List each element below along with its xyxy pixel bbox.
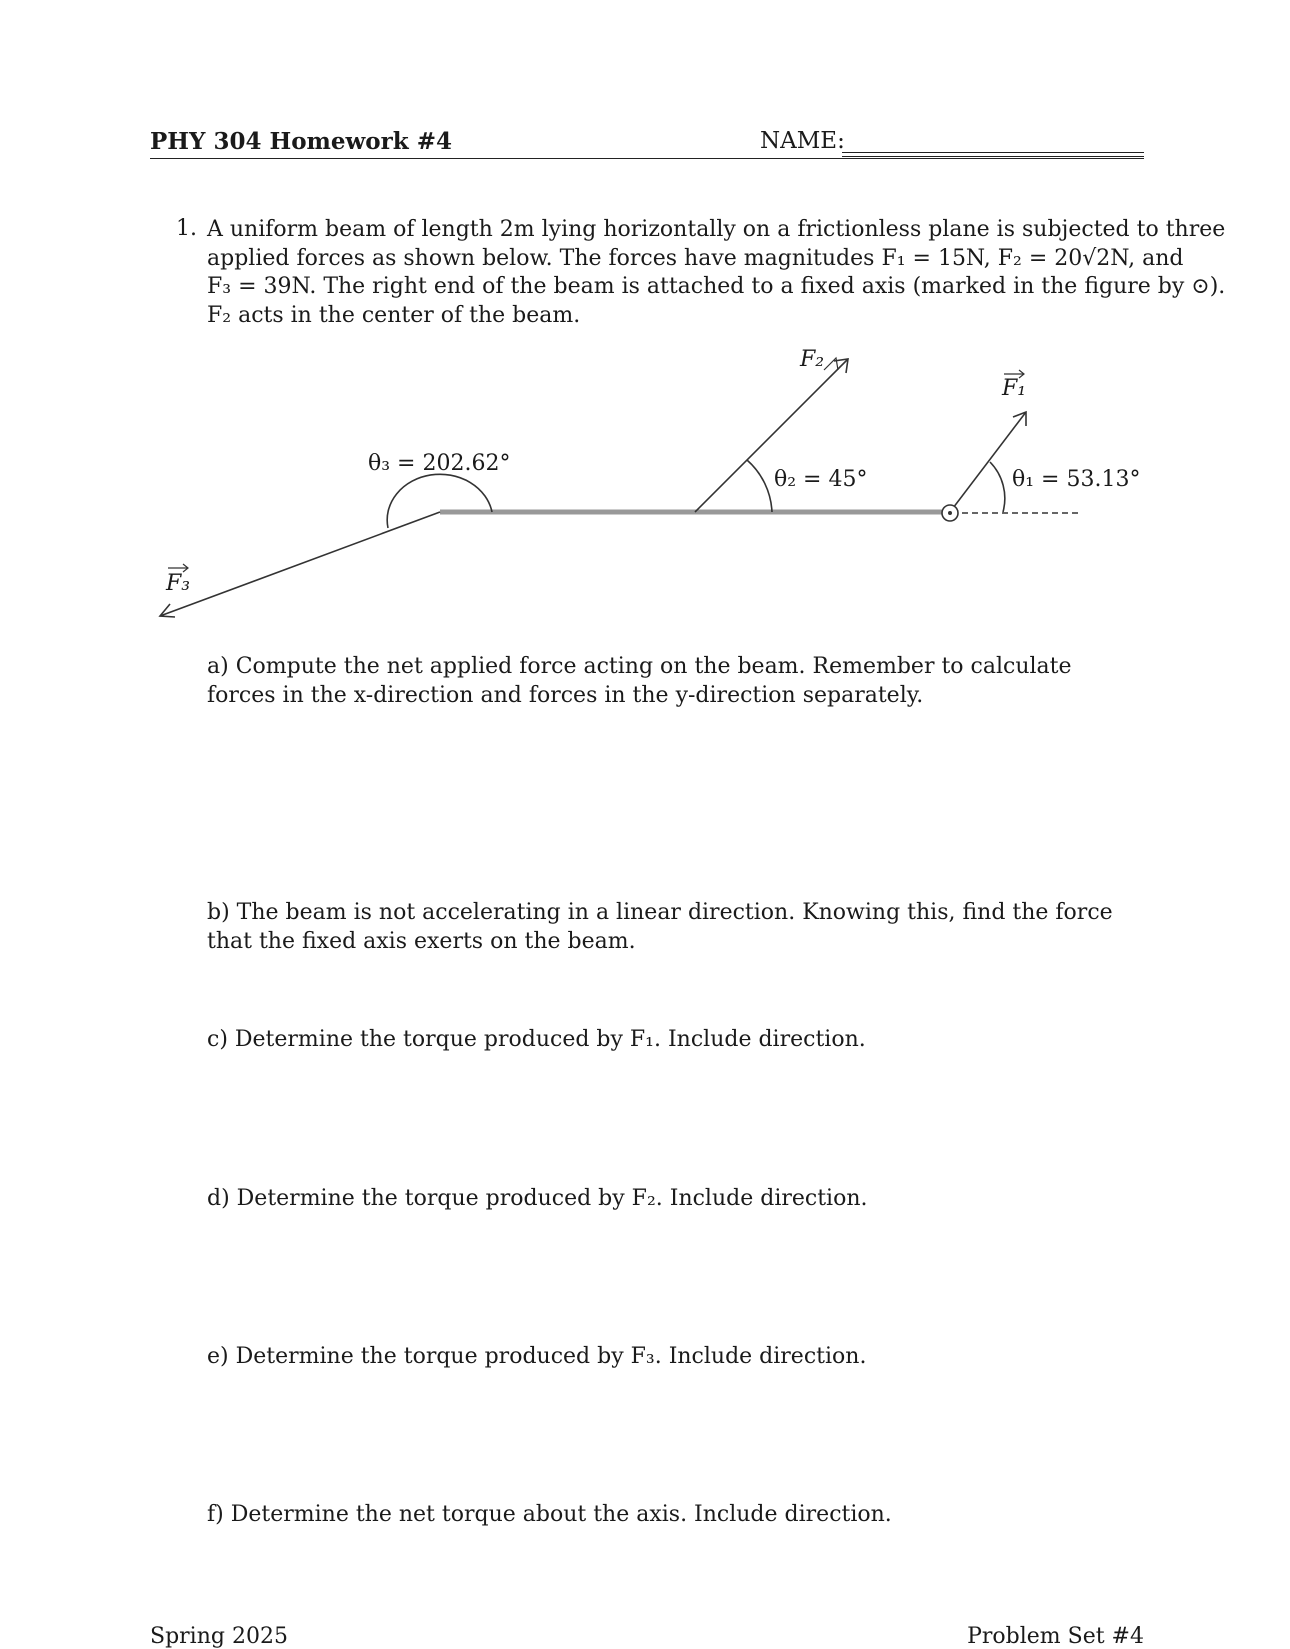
footer-problem-set: Problem Set #4	[967, 1624, 1144, 1649]
f1-label: F₁	[1002, 376, 1027, 401]
question-line: F₂ acts in the center of the beam.	[207, 302, 581, 328]
part-e: e) Determine the torque produced by F₃. Include direction.	[207, 1344, 867, 1369]
name-blank-line	[842, 152, 1144, 153]
f2-label: F₂	[800, 347, 825, 372]
question-line: applied forces as shown below. The forces have magnitudes F₁ = 15N, F₂ = 20√2N, and	[207, 245, 1184, 271]
theta1-arc	[990, 462, 1005, 512]
name-blank-line-double	[842, 156, 1144, 157]
f1-arrow	[950, 412, 1026, 512]
fixed-axis-dot	[948, 511, 952, 515]
question-line: F₃ = 39N. The right end of the beam is attached to a fixed axis (marked in the figure by ⊙).	[207, 274, 1226, 299]
header-rule	[150, 158, 1144, 159]
part-f: f) Determine the net torque about the axis. Include direction.	[207, 1502, 892, 1527]
part-b: b) The beam is not accelerating in a linear direction. Knowing this, find the force that the fixed axis exerts on the beam.	[207, 900, 1113, 954]
part-d: d) Determine the torque produced by F₂. Include direction.	[207, 1186, 868, 1211]
theta3-arc	[387, 474, 492, 528]
f3-arrow	[160, 512, 440, 616]
part-a: a) Compute the net applied force acting on the beam. Remember to calculate forces in the x-direction and forces in the y-direction separately.	[207, 654, 1072, 708]
footer-semester: Spring 2025	[150, 1624, 288, 1649]
theta2-label: θ₂ = 45°	[774, 467, 868, 492]
name-label: NAME:	[760, 128, 845, 154]
theta1-label: θ₁ = 53.13°	[1012, 467, 1141, 492]
f3-label: F₃	[166, 571, 191, 596]
question-line: A uniform beam of length 2m lying horizontally on a frictionless plane is subjected to three	[207, 217, 1226, 242]
question-number: 1.	[176, 216, 197, 241]
document-title: PHY 304 Homework #4	[150, 128, 452, 155]
question-text	[207, 216, 1226, 330]
f2-vector-arrow-icon	[824, 358, 838, 370]
theta2-arc	[747, 460, 772, 512]
beam-force-diagram	[0, 330, 1290, 630]
part-c: c) Determine the torque produced by F₁. Include direction.	[207, 1027, 866, 1052]
theta3-label: θ₃ = 202.62°	[368, 451, 511, 476]
